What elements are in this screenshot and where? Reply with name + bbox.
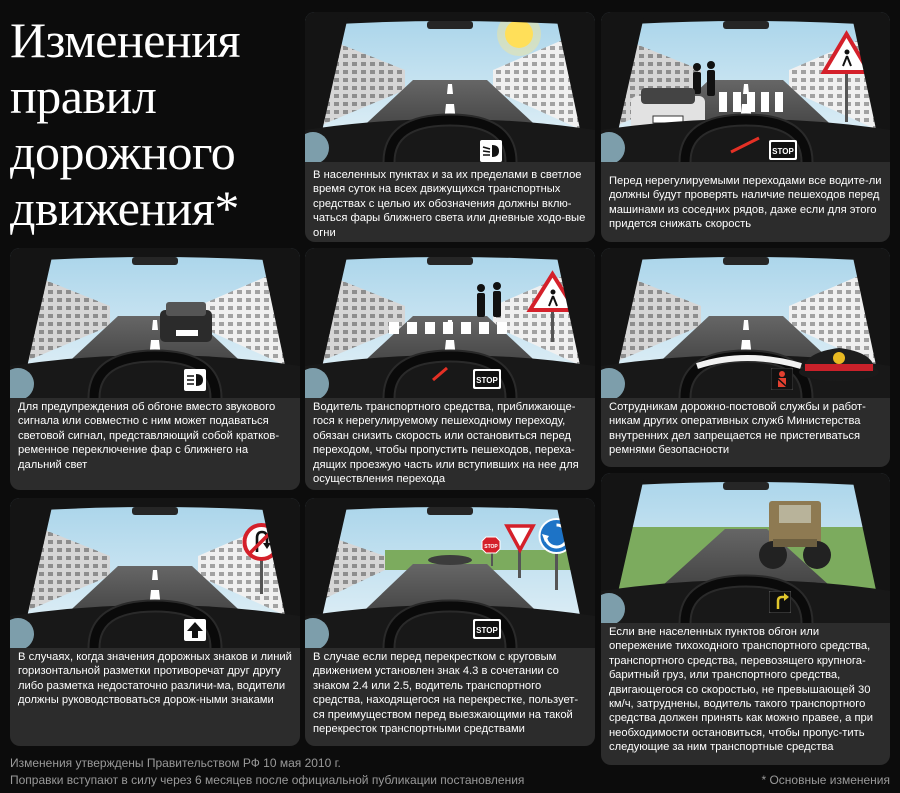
- card-text: Водитель транспортного средства, приближающе-гося к нерегулируемому пешеходному переходу, обязан снизить скорость или остановиться перед переходом, чтобы пропустить пешеходов, переха-дящих проезжую часть или вступивших на нее для осуществления перехода: [313, 401, 579, 486]
- card-signs-priority: [10, 498, 300, 746]
- title-line: Изменения: [10, 12, 240, 68]
- title-line: правил: [10, 68, 157, 124]
- footer-effective-date: Поправки вступают в силу через 6 месяцев после официальной публикации постановления: [10, 773, 525, 787]
- turn-right-arrow-icon: [769, 591, 791, 613]
- card-text: Перед нерегулируемыми переходами все водите-ли должны будут проверять наличие пешеходов перед машинами из соседних рядов, даже если для этого придется снижать скорость: [609, 175, 882, 231]
- svg-text:STOP: STOP: [476, 376, 498, 385]
- svg-text:STOP: STOP: [484, 544, 498, 550]
- seatbelt-icon: [771, 368, 793, 390]
- svg-text:STOP: STOP: [476, 626, 498, 635]
- footer-note: * Основные изменения: [761, 773, 890, 787]
- card-text: Если вне населенных пунктов обгон или опережение тихоходного транспортного средства, транспортного средства, перевозящего крупнога-баритный груз, или транспортного средства, двигающегося со скоростью, не превышающей 30 км/ч, затруднены, водитель такого транспортного средства должен принять как можно правее, а при необходимости остановиться, чтобы пропус-тить следующие за ним транспортные средства: [609, 626, 874, 754]
- illustration-police-cap: [601, 248, 890, 398]
- card-yield-pedestrians: [305, 248, 595, 490]
- car-ahead: [160, 302, 212, 342]
- card-headlights-daytime: [305, 12, 595, 242]
- card-text: В случае если перед перекрестком с круговым движением установлен знак 4.3 в сочетании со знаком 2.4 или 2.5, водитель транспортного средства, находящегося на перекрестке, пользует-ся преимуществом перед выезжающими на такой перекресток транспортными средствами: [313, 651, 579, 736]
- illustration-slow-vehicle: [601, 473, 890, 623]
- illustration-daytime-driving: [305, 12, 595, 162]
- svg-text:STOP: STOP: [772, 147, 794, 156]
- illustration-pedestrian-crossing: [305, 248, 595, 398]
- page-title: [10, 12, 295, 236]
- card-text: Для предупреждения об обгоне вместо звукового сигнала или совместно с ним может подаваться световой сигнал, представляющий собой кратков-ременное переключение фар с ближнего на дальний свет: [18, 401, 280, 471]
- title-line: дорожного: [10, 124, 236, 180]
- card-slow-vehicle: [601, 473, 890, 765]
- stop-icon: [473, 369, 501, 389]
- card-crossing-check: [601, 12, 890, 242]
- illustration-roundabout-entry: [305, 498, 595, 648]
- card-text: В случаях, когда значения дорожных знаков и линий горизонтальной разметки противоречат друг другу либо разметка недостаточно различи-ма, водители должны руководствоваться дорож-ными знаками: [18, 651, 292, 707]
- illustration-no-u-turn: [10, 498, 300, 648]
- stop-icon: [769, 140, 797, 160]
- card-roundabout: [305, 498, 595, 746]
- card-overtake-signal: [10, 248, 300, 490]
- straight-arrow-icon: [184, 619, 206, 641]
- card-text: В населенных пунктах и за их пределами в светлое время суток на всех движущихся транспортных средствах с целью их обозначения должны вклю-чаться фары ближнего света или дневные ходо-вые огни: [313, 169, 586, 239]
- card-text: Сотрудникам дорожно-постовой службы и работ-никам других оперативных служб Министерства внутренних дел запрещается не пристегиваться ремнями безопасности: [609, 401, 866, 457]
- high-beam-icon: [184, 369, 206, 391]
- footer-approval: Изменения утверждены Правительством РФ 10 мая 2010 г.: [10, 756, 341, 770]
- low-beam-icon: [480, 140, 502, 162]
- title-line: движения*: [10, 180, 239, 236]
- illustration-overtaking: [10, 248, 300, 398]
- illustration-crossing-neighbor-lane: [601, 12, 890, 162]
- card-police-seatbelt: [601, 248, 890, 467]
- stop-icon: [473, 619, 501, 639]
